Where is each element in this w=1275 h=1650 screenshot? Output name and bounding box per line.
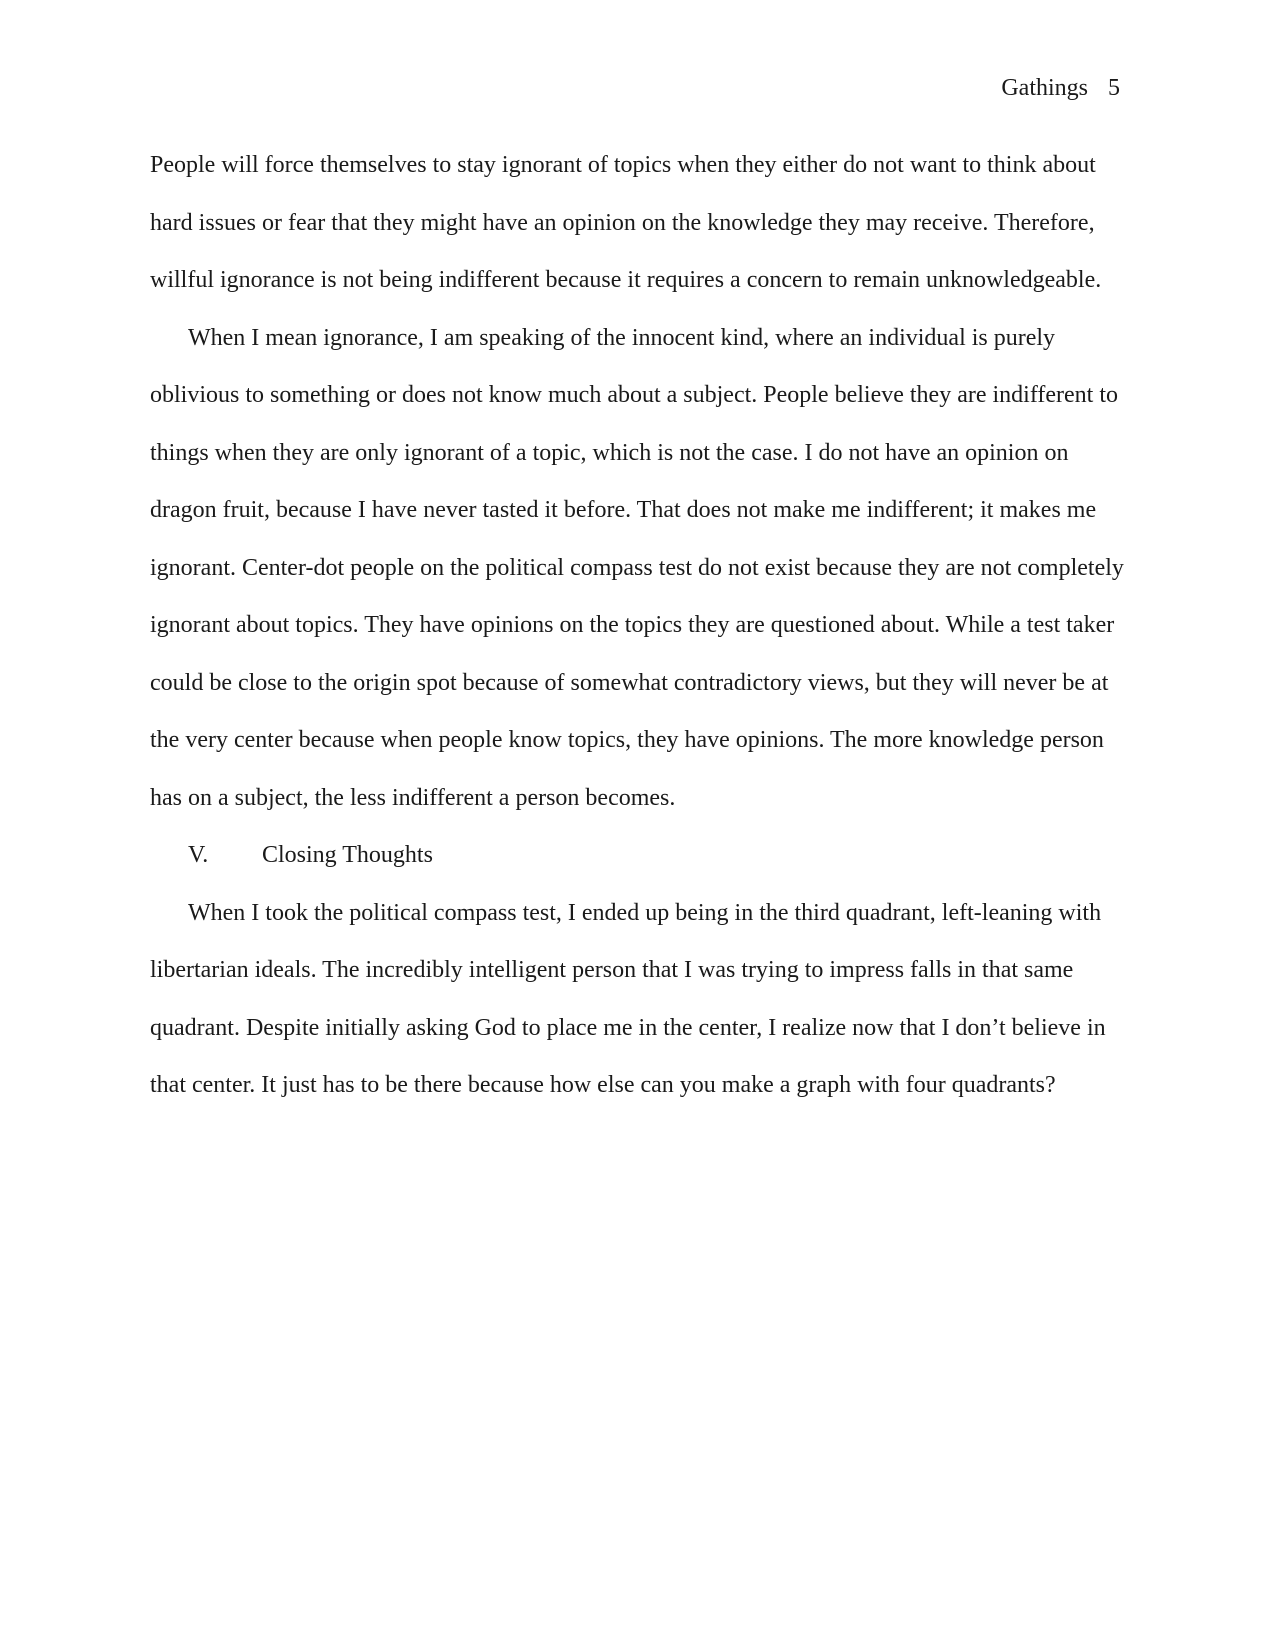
running-head (1001, 72, 1120, 104)
section-heading (150, 827, 1140, 885)
header-author: Gathings (1001, 75, 1088, 101)
body-text (150, 137, 1140, 1115)
paragraph-1: People will force themselves to stay ignorant of topics when they either do not want to think about hard issues or fear that they might have an opinion on the knowledge they may receive. Therefore, willful ignorance is not being indifferent because it requires a concern to remain unknowledgeable. (150, 152, 1102, 293)
page-number: 5 (1108, 75, 1120, 101)
paragraph-2: When I mean ignorance, I am speaking of the innocent kind, where an individual is purely oblivious to something or does not know much about a subject. People believe they are indifferent to things when they are only ignorant of a topic, which is not the case. I do not have an opinion on dragon fruit, because I have never tasted it before. That does not make me indifferent; it makes me ignorant. Center-dot people on the political compass test do not exist because they are not completely ignorant about topics. They have opinions on the topics they are questioned about. While a test taker could be close to the origin spot because of somewhat contradictory views, but they will never be at the very center because when people know topics, they have opinions. The more knowledge person has on a subject, the less indifferent a person becomes. (150, 324, 1124, 811)
paragraph-3: When I took the political compass test, I ended up being in the third quadrant, left-leaning with libertarian ideals. The incredibly intelligent person that I was trying to impress falls in that same quadrant. Despite initially asking God to place me in the center, I realize now that I don’t believe in that center. It just has to be there because how else can you make a graph with four quadrants? (150, 899, 1106, 1098)
section-numeral: V. (188, 842, 209, 868)
section-title: Closing Thoughts (262, 842, 433, 868)
